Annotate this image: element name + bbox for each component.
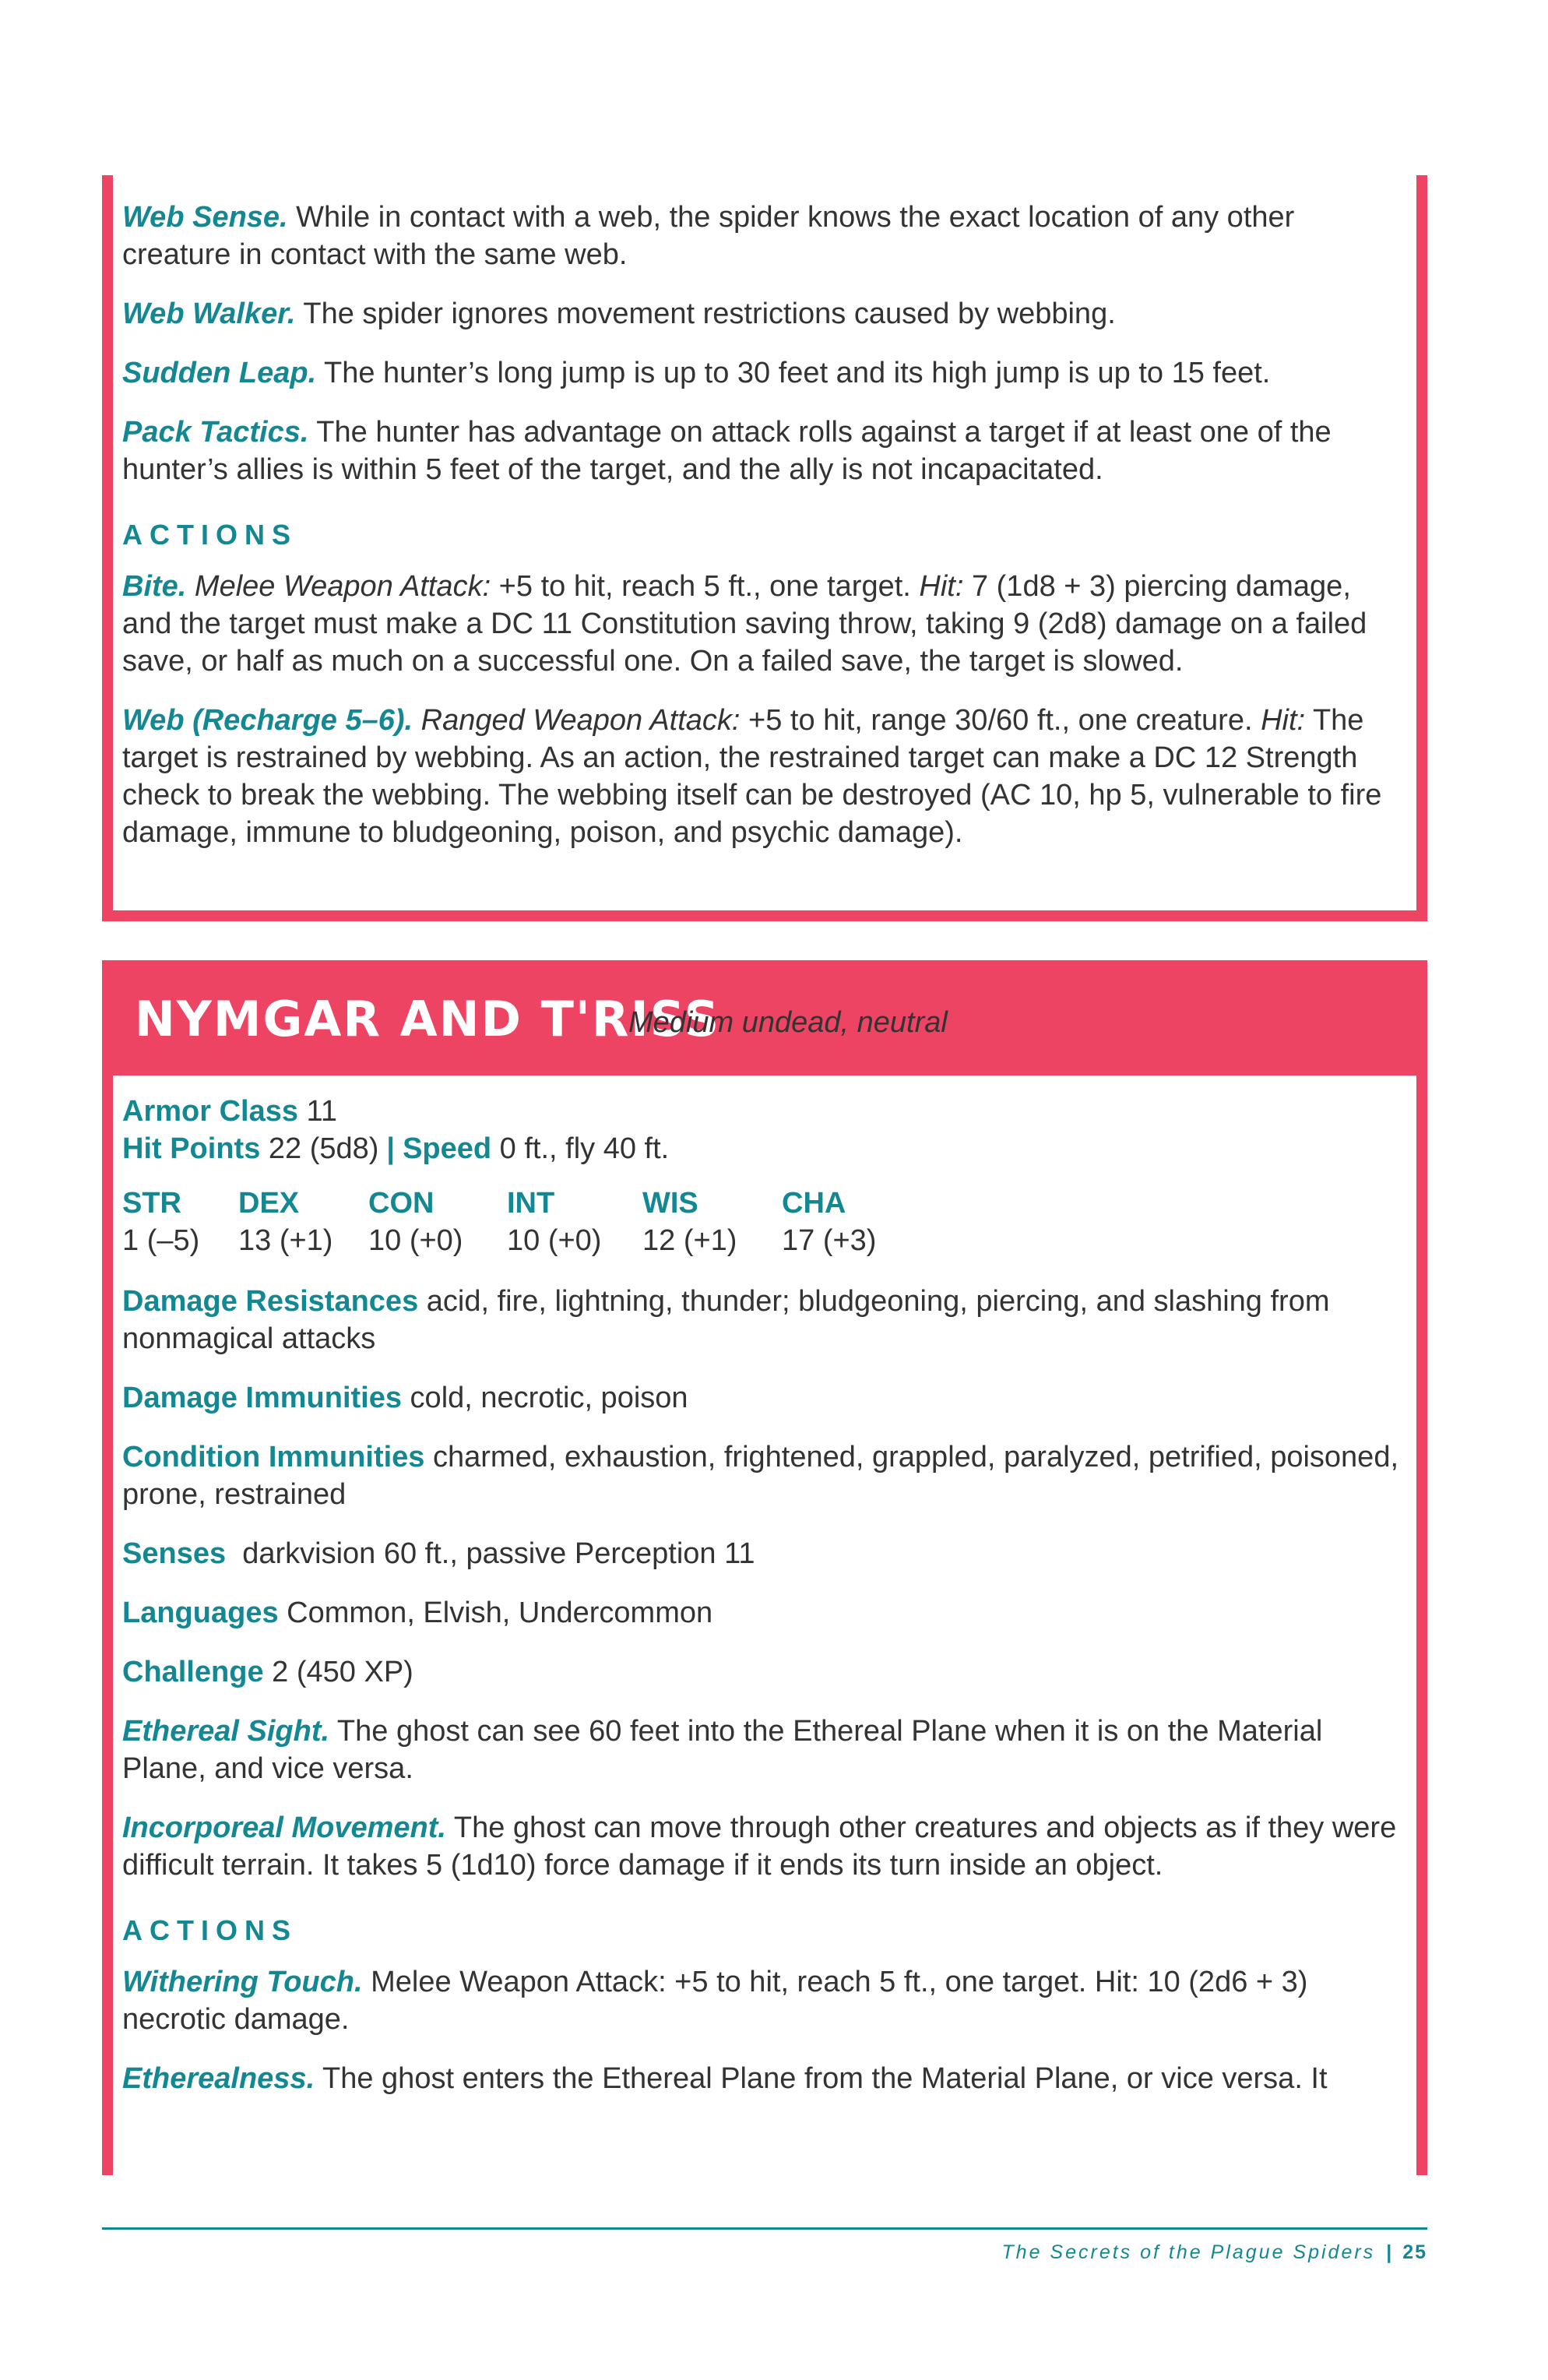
ability-wis: WIS 12 (+1) — [642, 1187, 737, 1257]
stat-block-header — [102, 960, 1427, 1076]
ability-scores — [122, 1185, 1407, 1259]
nymgar-stat-block-content — [122, 1093, 1407, 2097]
trait-sudden-leap: Sudden Leap. The hunter’s long jump is up to 30 feet and its high jump is up to 15 feet. — [122, 357, 1271, 389]
ability-dex: DEX 13 (+1) — [238, 1187, 333, 1257]
armor-class: Armor Class 11 — [122, 1095, 337, 1128]
page-footer — [1001, 2238, 1427, 2266]
creature-title: NYMGAR AND T'RISS — [135, 991, 721, 1047]
spider-stat-block-content — [122, 199, 1407, 851]
ability-cha: CHA 17 (+3) — [782, 1187, 877, 1257]
trait-incorporeal-movement: Incorporeal Movement. The ghost can move through other creatures and objects as if they were difficult terrain. It takes 5 (1d10) force damage if it ends its turn inside an object. — [122, 1811, 1397, 1882]
trait-web-walker: Web Walker. The spider ignores movement restrictions caused by webbing. — [122, 298, 1116, 330]
action-withering-touch: Withering Touch. Melee Weapon Attack: +5 to hit, reach 5 ft., one target. Hit: 10 (2d6 + 3) necrotic damage. — [122, 1966, 1308, 2036]
book-title: The Secrets of the Plague Spiders — [1001, 2241, 1376, 2263]
action-web: Web (Recharge 5–6). Ranged Weapon Attack: +5 to hit, range 30/60 ft., one creature. Hit: The target is restrained by webbing. As an action, the restrained target can make a DC 12 Strength check to break the webbing. The webbing itself can be destroyed (AC 10, hp 5, vulnerable to fire damage, immune to bludgeoning, poison, and psychic damage). — [122, 704, 1382, 849]
trait-web-sense: Web Sense. While in contact with a web, the spider knows the exact location of any other creature in contact with the same web. — [122, 201, 1295, 271]
senses: Senses darkvision 60 ft., passive Perception 11 — [122, 1537, 755, 1570]
ability-str: STR 1 (–5) — [122, 1187, 200, 1257]
trait-pack-tactics: Pack Tactics. The hunter has advantage on attack rolls against a target if at least one of the hunter’s allies is within 5 feet of the target, and the ally is not incapacitated. — [122, 416, 1332, 486]
hit-points-speed: Hit Points 22 (5d8) | Speed 0 ft., fly 40 ft. — [122, 1132, 670, 1165]
creature-subtitle: Medium undead, neutral — [628, 1006, 948, 1039]
languages: Languages Common, Elvish, Undercommon — [122, 1597, 713, 1629]
page-number: 25 — [1402, 2241, 1427, 2263]
footer-rule — [102, 2227, 1427, 2230]
condition-immunities: Condition Immunities charmed, exhaustion, frightened, grappled, paralyzed, petrified, poisoned, prone, restrained — [122, 1441, 1399, 1511]
action-bite: Bite. Melee Weapon Attack: +5 to hit, reach 5 ft., one target. Hit: 7 (1d8 + 3) piercing damage, and the target must make a DC 11 Constitution saving throw, taking 9 (2d8) damage on a failed save, or half as much on a successful one. On a failed save, the target is slowed. — [122, 570, 1367, 678]
challenge: Challenge 2 (450 XP) — [122, 1656, 413, 1688]
trait-ethereal-sight: Ethereal Sight. The ghost can see 60 feet into the Ethereal Plane when it is on the Material Plane, and vice versa. — [122, 1715, 1323, 1785]
action-etherealness: Etherealness. The ghost enters the Ethereal Plane from the Material Plane, or vice versa. It — [122, 2062, 1328, 2095]
actions-heading: ACTIONS — [122, 519, 297, 551]
ability-int: INT 10 (+0) — [507, 1187, 602, 1257]
actions-heading: ACTIONS — [122, 1914, 297, 1946]
damage-resistances: Damage Resistances acid, fire, lightning, thunder; bludgeoning, piercing, and slashing from nonmagical attacks — [122, 1285, 1330, 1355]
damage-immunities: Damage Immunities cold, necrotic, poison — [122, 1382, 688, 1414]
footer-separator: | — [1386, 2241, 1392, 2263]
ability-con: CON 10 (+0) — [368, 1187, 463, 1257]
